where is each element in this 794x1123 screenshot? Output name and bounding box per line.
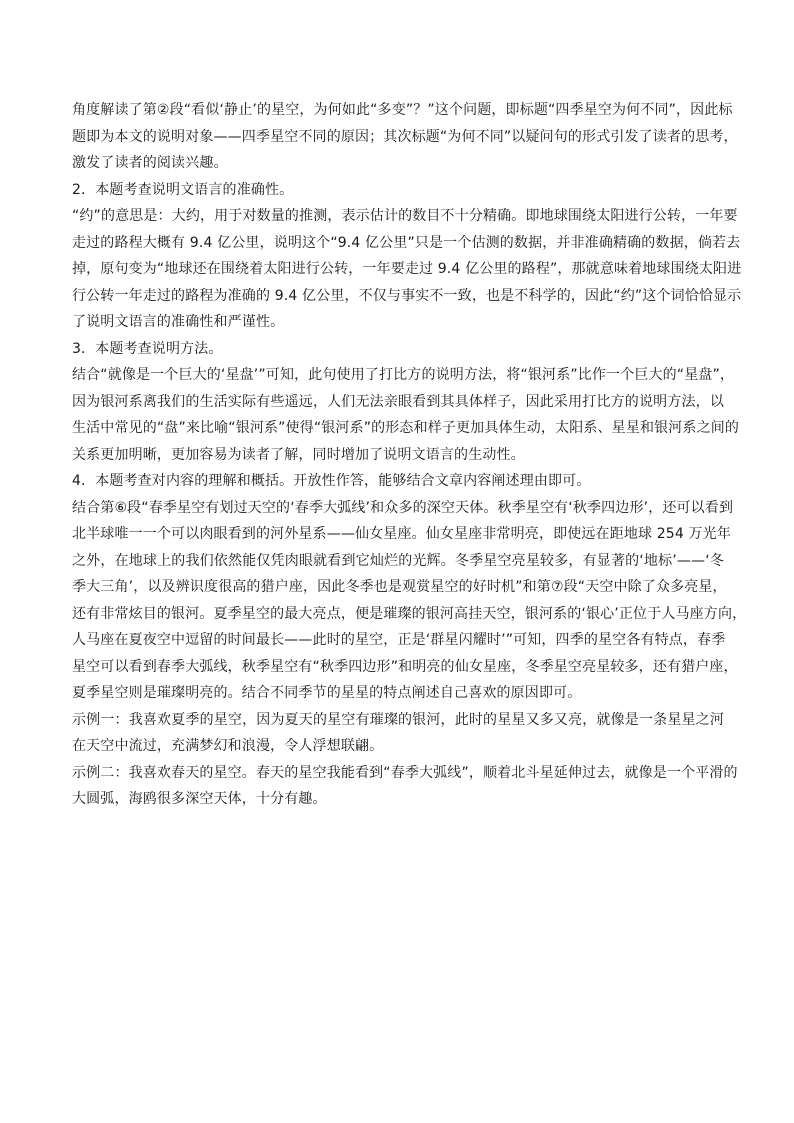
- example-line: 示例一：我喜欢夏季的星空，因为夏天的星空有璀璨的银河，此时的星星又多又亮，就像是一条星星之河: [72, 711, 724, 728]
- text-line: 夏季星空则是璀璨明亮的。结合不同季节的星星的特点阐述自己喜欢的原因即可。: [72, 685, 582, 701]
- text-line: 结合“就像是一个巨大的‘星盘’”可知，此句使用了打比方的说明方法，将“银河系”比作一个巨大的“星盘”，: [72, 367, 735, 383]
- text-line: 生活中常见的“盘”来比喻“银河系”使得“银河系”的形态和样子更加具体生动，太阳系、星星和银河系之间的: [72, 420, 740, 436]
- example-line: 示例二：我喜欢春天的星空。春天的星空我能看到“春季大弧线”，顺着北斗星延伸过去，就像是一个平滑的: [72, 764, 738, 781]
- text-line: 激发了读者的阅读兴趣。: [72, 155, 228, 171]
- text-line: 因为银河系离我们的生活实际有些遥远，人们无法亲眼看到其具体样子，因此采用打比方的说明方法，以: [72, 393, 724, 410]
- text-line: 之外，在地球上的我们依然能仅凭肉眼就看到它灿烂的光辉。冬季星空亮星较多，有显著的‘地标’——‘冬: [72, 552, 724, 569]
- text-line: 季大三角’，以及辨识度很高的猎户座，因此冬季也是观赏星空的好时机”和第⑦段“天空中除了众多亮星，: [72, 579, 727, 595]
- text-line: 关系更加明晰，更加容易为读者了解，同时增加了说明文语言的生动性。: [72, 446, 525, 463]
- text-line: 走过的路程大概有 9.4 亿公里，说明这个“9.4 亿公里”只是一个估测的数据，并非准确精确的数据，倘若去: [72, 234, 741, 251]
- example-line: 大圆弧，海鸥很多深空天体，十分有趣。: [72, 791, 327, 807]
- text-line: “约”的意思是：大约，用于对数量的推测，表示估计的数目不十分精确。即地球围绕太阳进行公转，一年要: [72, 208, 738, 224]
- text-line: 结合第⑥段“春季星空有划过天空的‘春季大弧线’和众多的深空天体。秋季星空有‘秋季四边形’，还可以看到: [72, 499, 734, 516]
- example-line: 在天空中流过，充满梦幻和浪漫，令人浮想联翩。: [72, 738, 384, 754]
- text-line: 角度解读了第②段“看似‘静止’的星空，为何如此“多变”？”这个问题，即标题“四季星空为何不同”，因此标: [72, 102, 733, 118]
- section-heading: 2．本题考查说明文语言的准确性。: [72, 181, 294, 198]
- text-line: 掉，原句变为“地球还在围绕着太阳进行公转，一年要走过 9.4 亿公里的路程”，那就意味着地球围绕太阳进: [72, 261, 742, 277]
- section-heading: 3．本题考查说明方法。: [72, 340, 223, 357]
- text-line: 了说明文语言的准确性和严谨性。: [72, 314, 285, 330]
- text-line: 人马座在夏夜空中逗留的时间最长——此时的星空，正是‘群星闪耀时’”可知，四季的星空各有特点，春季: [72, 632, 726, 648]
- text-line: 行公转一年走过的路程为准确的 9.4 亿公里，不仅与事实不一致，也是不科学的，因此“约”这个词恰恰显示: [72, 287, 742, 304]
- answer-analysis-text: [72, 97, 747, 813]
- section-heading: 4．本题考查对内容的理解和概括。开放性作答，能够结合文章内容阐述理由即可。: [72, 473, 591, 489]
- text-line: 北半球唯一一个可以肉眼看到的河外星系——仙女星座。仙女星座非常明亮，即使远在距地球 254 万光年: [72, 526, 731, 542]
- text-line: 还有非常炫目的银河。夏季星空的最大亮点，便是璀璨的银河高挂天空，银河系的‘银心’正位于人马座方向，: [72, 605, 747, 622]
- text-line: 题即为本文的说明对象——四季星空不同的原因；其次标题“为何不同”以疑问句的形式引发了读者的思考，: [72, 128, 738, 145]
- text-line: 星空可以看到春季大弧线，秋季星空有“秋季四边形”和明亮的仙女星座，冬季星空亮星较多，还有猎户座，: [72, 658, 738, 675]
